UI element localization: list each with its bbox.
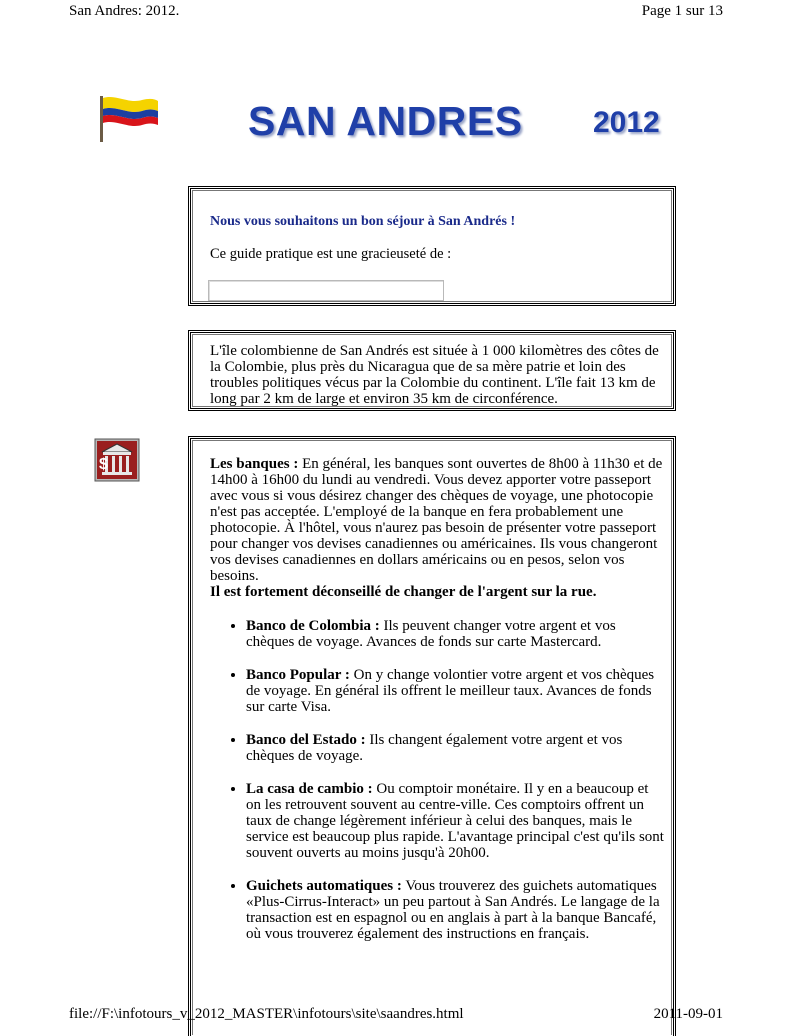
banks-box [188, 436, 676, 1036]
welcome-heading: Nous vous souhaitons un bon séjour à San Andrés ! [210, 214, 516, 229]
page-title: SAN ANDRES [248, 98, 523, 144]
banks-label: Les banques : [210, 456, 299, 472]
banks-warning: Il est fortement déconseillé de changer de l'argent sur la rue. [210, 584, 597, 600]
bank-name: Banco del Estado : [246, 732, 366, 748]
intro-box [188, 330, 676, 411]
bank-description: Vous trouverez des guichets automatiques «Plus-Cirrus-Interact» un peu partout à San Andrés. Le langage de la transaction est en espagnol ou en anglais à part à la banque Bancafé, où vous trouverez également des instructions en français. [246, 878, 660, 942]
footer-date: 2011-09-01 [653, 1006, 723, 1022]
courtesy-text: Ce guide pratique est une gracieuseté de : [210, 246, 452, 262]
list-item [246, 618, 666, 650]
bank-description: Ils changent également votre argent et vos chèques de voyage. [246, 732, 623, 764]
bank-building-icon [92, 436, 142, 484]
list-item [246, 781, 666, 861]
bank-description: On y change volontier votre argent et vos chèques de voyage. En général ils offrent le meilleur taux. Avances de fonds sur carte Visa. [246, 667, 655, 715]
bank-name: Guichets automatiques : [246, 878, 402, 894]
page-year: 2012 [593, 106, 660, 139]
courtesy-field[interactable] [208, 280, 444, 301]
footer-file-path: file://F:\infotours_v_2012_MASTER\infotours\site\saandres.html [69, 1006, 464, 1022]
welcome-box [188, 186, 676, 306]
list-item [246, 878, 666, 942]
bank-description: Ils peuvent changer votre argent et vos chèques de voyage. Avances de fonds sur carte Mastercard. [246, 618, 616, 650]
svg-text:$: $ [99, 456, 108, 473]
bank-name: La casa de cambio : [246, 781, 373, 797]
bank-name: Banco de Colombia : [246, 618, 380, 634]
colombia-flag-icon [98, 94, 160, 142]
banks-content [210, 456, 666, 959]
banks-list [210, 618, 666, 942]
banks-intro [210, 456, 666, 600]
intro-paragraph: L'île colombienne de San Andrés est située à 1 000 kilomètres des côtes de la Colombie, plus près du Nicaragua que de sa mère patrie et loin des troubles politiques vécus par la Colombie du continent. L'île fait 13 km de long par 2 km de large et environ 35 km de circonférence. [210, 343, 659, 407]
bank-name: Banco Popular : [246, 667, 350, 683]
list-item [246, 732, 666, 764]
bank-description: Ou comptoir monétaire. Il y en a beaucoup et on les retrouvent souvent au centre-ville. Ces comptoirs offrent un taux de change légèrement inférieur à celui des banques, mais le service est beaucoup plus rapide. L'avantage principal c'est qu'ils sont souvent ouverts au moins jusqu'à 20h00. [246, 781, 664, 861]
list-item [246, 667, 666, 715]
banks-text: En général, les banques sont ouvertes de 8h00 à 11h30 et de 14h00 à 16h00 du lundi au vendredi. Vous devez apporter votre passeport avec vous si vous désirez changer des chèques de voyage, une photocopie n'est pas acceptée. L'employé de la banque en fera probablement une photocopie. À l'hôtel, vous n'aurez pas besoin de présenter votre passeport pour changer vos devises canadiennes ou américaines. Ils vous changeront vos devises canadiennes en dollars américains ou en pesos, selon vos besoins. [210, 456, 663, 584]
header-page-number: Page 1 sur 13 [641, 3, 723, 19]
header-left: San Andres: 2012. [69, 3, 180, 19]
